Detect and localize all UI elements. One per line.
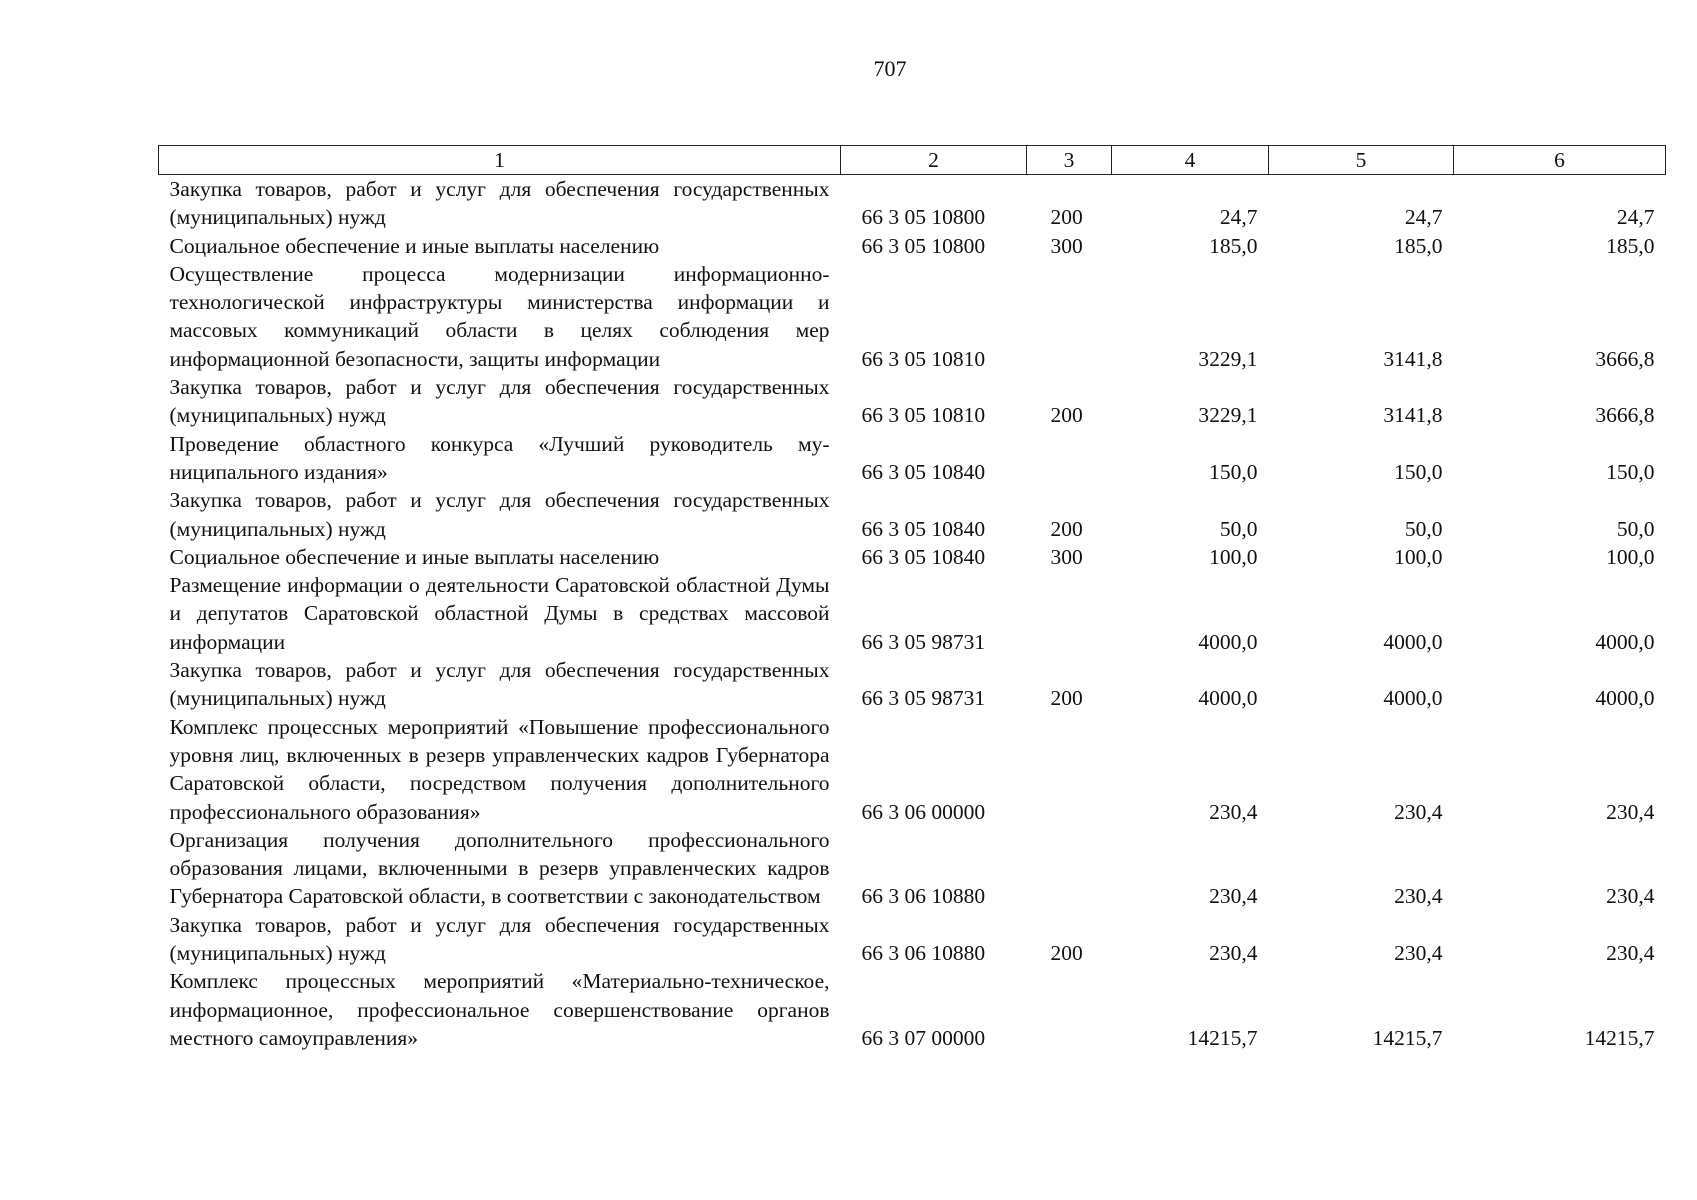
row-amount-2-cell: 150,0 <box>1394 459 1443 484</box>
row-expense-type-cell: 300 <box>1050 544 1083 569</box>
row-amount-1-cell: 230,4 <box>1209 884 1258 909</box>
table-row <box>159 713 1666 826</box>
row-amount-2-cell: 3141,8 <box>1383 346 1443 371</box>
row-amount-3-cell: 4000,0 <box>1595 629 1655 654</box>
table-body <box>159 175 1666 1053</box>
row-amount-2-cell: 50,0 <box>1404 516 1443 541</box>
row-expense-type-cell: 200 <box>1050 403 1083 428</box>
row-code-cell: 66 3 05 10810 <box>861 346 986 371</box>
row-name-cell: Осуществление процесса модернизации информационно-технологической инфраструктуры министерства информации и массовых коммуникаций области в целях соблюдения мер информационной безопасности, защиты информации <box>169 261 830 371</box>
row-expense-type-cell <box>1027 826 1112 911</box>
row-amount-3-cell: 230,4 <box>1606 799 1655 824</box>
table-row <box>159 175 1666 232</box>
column-header-name: 1 <box>159 146 841 175</box>
table-row <box>159 967 1666 1052</box>
row-code-cell: 66 3 05 10840 <box>861 516 986 541</box>
row-expense-type-cell: 300 <box>1050 233 1083 258</box>
row-amount-2-cell: 230,4 <box>1394 884 1443 909</box>
row-amount-2-cell: 4000,0 <box>1383 686 1443 711</box>
table-row <box>159 260 1666 373</box>
column-header-amount-3: 6 <box>1454 146 1666 175</box>
row-name-cell: Размещение информации о деятельности Саратовской областной Думы и депутатов Саратовской областной Думы в средствах массовой информации <box>169 573 830 654</box>
row-amount-2-cell: 230,4 <box>1394 941 1443 966</box>
row-code-cell: 66 3 05 98731 <box>861 686 986 711</box>
row-amount-1-cell: 3229,1 <box>1198 403 1258 428</box>
row-amount-2-cell: 24,7 <box>1404 205 1443 230</box>
row-amount-3-cell: 150,0 <box>1606 459 1655 484</box>
row-amount-3-cell: 100,0 <box>1606 544 1655 569</box>
row-amount-1-cell: 14215,7 <box>1187 1025 1258 1050</box>
row-code-cell: 66 3 07 00000 <box>861 1025 986 1050</box>
row-amount-1-cell: 150,0 <box>1209 459 1258 484</box>
table-row <box>159 486 1666 543</box>
row-expense-type-cell <box>1027 260 1112 373</box>
column-header-amount-2: 5 <box>1269 146 1454 175</box>
row-name-cell: Закупка товаров, работ и услуг для обеспечения государственных (муниципальных) нужд <box>169 488 830 541</box>
row-amount-1-cell: 50,0 <box>1219 516 1258 541</box>
table-row <box>159 543 1666 571</box>
row-amount-3-cell: 185,0 <box>1606 233 1655 258</box>
column-header-expense-type: 3 <box>1027 146 1112 175</box>
row-amount-2-cell: 4000,0 <box>1383 629 1443 654</box>
row-amount-2-cell: 185,0 <box>1394 233 1443 258</box>
row-expense-type-cell: 200 <box>1050 205 1083 230</box>
table-row <box>159 656 1666 713</box>
row-amount-3-cell: 4000,0 <box>1595 686 1655 711</box>
budget-table <box>158 145 1666 1052</box>
column-header-code: 2 <box>841 146 1027 175</box>
table-row <box>159 911 1666 968</box>
row-name-cell: Закупка товаров, работ и услуг для обеспечения государственных (муниципальных) нужд <box>169 658 830 711</box>
row-amount-3-cell: 14215,7 <box>1584 1025 1655 1050</box>
row-name-cell: Социальное обеспечение и иные выплаты населению <box>169 544 660 569</box>
row-amount-3-cell: 230,4 <box>1606 941 1655 966</box>
table-row <box>159 373 1666 430</box>
row-amount-3-cell: 3666,8 <box>1595 403 1655 428</box>
row-amount-3-cell: 3666,8 <box>1595 346 1655 371</box>
table-row <box>159 571 1666 656</box>
row-code-cell: 66 3 05 10810 <box>861 403 986 428</box>
row-amount-2-cell: 100,0 <box>1394 544 1443 569</box>
row-expense-type-cell: 200 <box>1050 941 1083 966</box>
row-name-cell: Комплекс процессных мероприятий «Материально-техническое, информационное, профессиональное совершенствование органов местного самоуправления» <box>169 969 830 1050</box>
row-code-cell: 66 3 06 10880 <box>861 941 986 966</box>
row-name-cell: Закупка товаров, работ и услуг для обеспечения государственных (муниципальных) нужд <box>169 912 830 966</box>
row-code-cell: 66 3 05 10840 <box>861 544 986 569</box>
row-name-cell: Социальное обеспечение и иные выплаты населению <box>169 233 660 258</box>
column-header-amount-1: 4 <box>1112 146 1269 175</box>
header-row <box>159 146 1666 175</box>
row-name-cell: Организация получения дополнительного профессионального образования лицами, включенными в резерв управленческих кадров Губернатора Саратовской области, в соответствии с законодательством <box>169 827 830 909</box>
row-amount-3-cell: 50,0 <box>1616 516 1655 541</box>
row-code-cell: 66 3 05 98731 <box>861 629 986 654</box>
row-code-cell: 66 3 05 10800 <box>861 205 986 230</box>
row-amount-1-cell: 24,7 <box>1219 205 1258 230</box>
table-row <box>159 826 1666 911</box>
row-code-cell: 66 3 05 10840 <box>861 459 986 484</box>
row-code-cell: 66 3 05 10800 <box>861 233 986 258</box>
row-amount-1-cell: 4000,0 <box>1198 686 1258 711</box>
row-expense-type-cell <box>1027 430 1112 487</box>
table-row <box>159 430 1666 487</box>
row-amount-1-cell: 230,4 <box>1209 799 1258 824</box>
row-expense-type-cell: 200 <box>1050 516 1083 541</box>
row-amount-1-cell: 4000,0 <box>1198 629 1258 654</box>
row-expense-type-cell <box>1027 571 1112 656</box>
table-header <box>159 146 1666 175</box>
row-amount-2-cell: 230,4 <box>1394 799 1443 824</box>
row-amount-1-cell: 185,0 <box>1209 233 1258 258</box>
row-amount-1-cell: 230,4 <box>1209 941 1258 966</box>
row-name-cell: Закупка товаров, работ и услуг для обеспечения государственных (муниципальных) нужд <box>169 375 830 428</box>
row-code-cell: 66 3 06 10880 <box>861 884 986 909</box>
row-name-cell: Закупка товаров, работ и услуг для обеспечения государственных (муниципальных) нужд <box>169 177 830 230</box>
row-amount-1-cell: 3229,1 <box>1198 346 1258 371</box>
row-amount-3-cell: 230,4 <box>1606 884 1655 909</box>
row-expense-type-cell: 200 <box>1050 686 1083 711</box>
page-number: 707 <box>873 56 907 81</box>
row-amount-3-cell: 24,7 <box>1616 205 1655 230</box>
row-amount-2-cell: 3141,8 <box>1383 403 1443 428</box>
row-expense-type-cell <box>1027 967 1112 1052</box>
row-amount-2-cell: 14215,7 <box>1372 1025 1443 1050</box>
row-name-cell: Комплекс процессных мероприятий «Повышение профессионального уровня лиц, включенных в резерв управленческих кадров Губернатора Саратовской области, посредством получения дополнительного профессионального образования» <box>169 714 830 824</box>
row-code-cell: 66 3 06 00000 <box>861 799 986 824</box>
row-name-cell: Проведение областного конкурса «Лучший руководитель муниципального издания» <box>169 431 830 484</box>
row-expense-type-cell <box>1027 713 1112 826</box>
row-amount-1-cell: 100,0 <box>1209 544 1258 569</box>
table-row <box>159 232 1666 260</box>
